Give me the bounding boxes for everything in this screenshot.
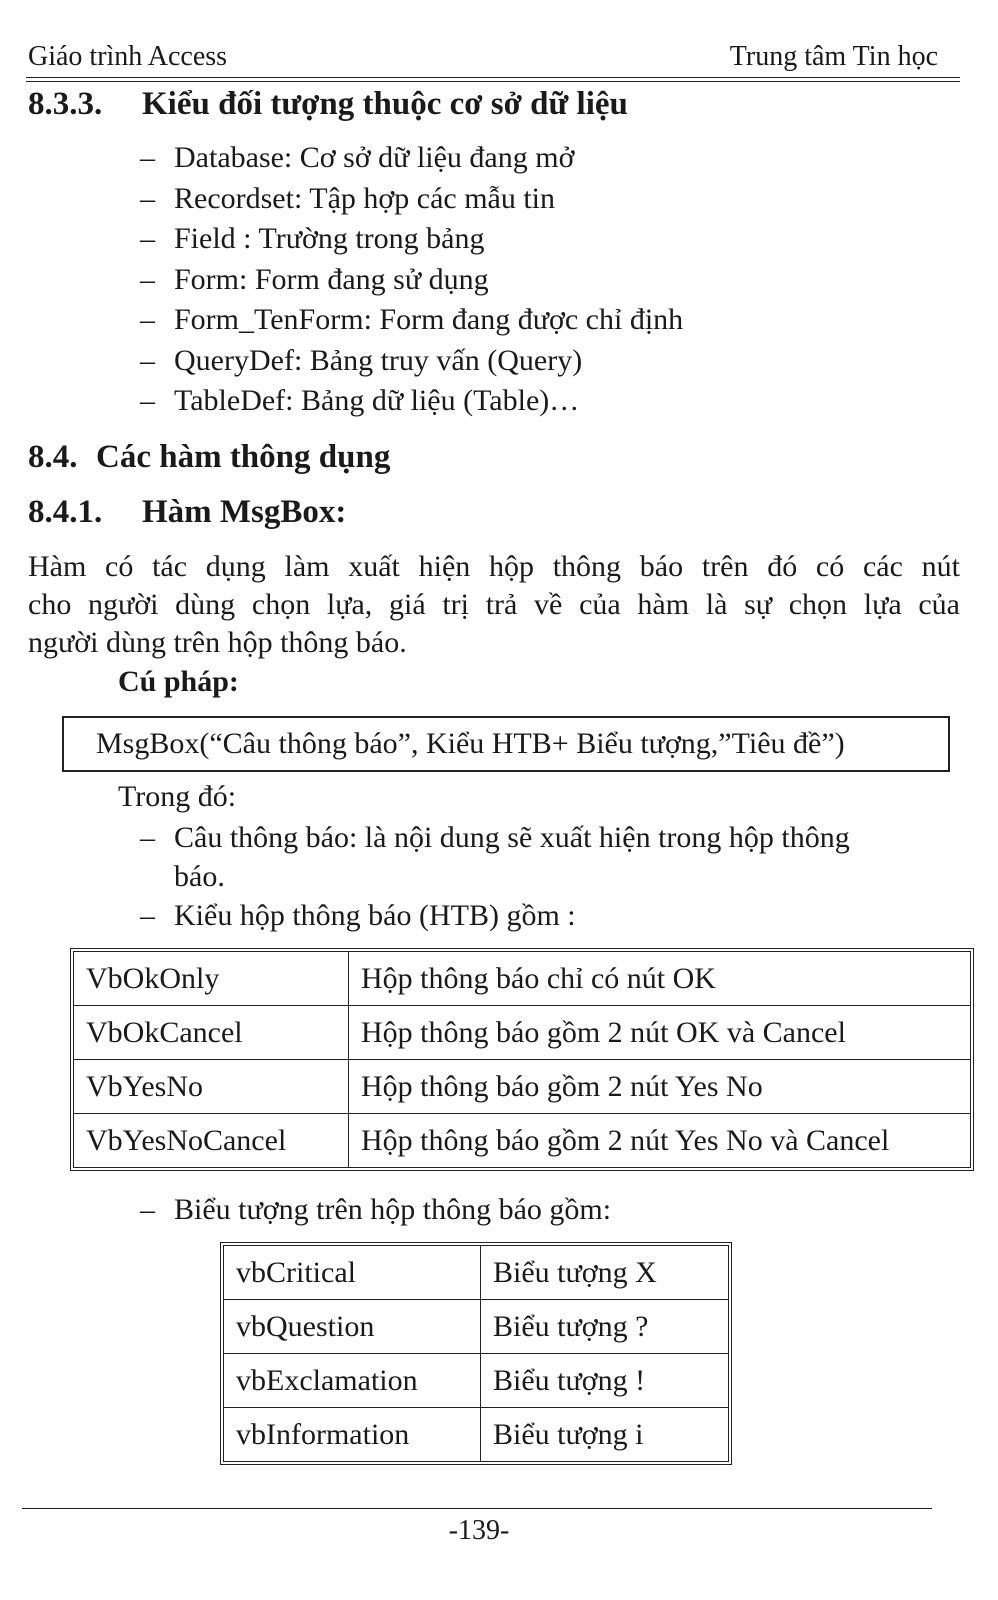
- table-row: [74, 952, 971, 1006]
- header-book-title: Giáo trình Access: [28, 41, 228, 72]
- list-item-text: Biểu tượng trên hộp thông báo gồm:: [174, 1193, 612, 1226]
- table-cell-description: Biểu tượng ?: [481, 1300, 729, 1354]
- table-cell-constant: VbOkOnly: [74, 952, 349, 1006]
- box-type-table: [70, 948, 974, 1171]
- dash-bullet: –: [140, 303, 155, 336]
- header-rule-double: [26, 81, 960, 82]
- dash-bullet: –: [140, 384, 155, 417]
- section-heading-8-3-3: [28, 84, 628, 124]
- list-item: [140, 896, 940, 935]
- list-item-text: Field : Trường trong bảng: [174, 222, 485, 255]
- list-item-text-continued: báo.: [174, 860, 225, 893]
- icon-intro-list: [140, 1190, 611, 1231]
- section-number: 8.3.3.: [28, 86, 103, 122]
- table-cell-description: Biểu tượng !: [481, 1354, 729, 1408]
- section-heading-8-4: [28, 437, 390, 477]
- list-item: [140, 1190, 611, 1231]
- table-row: [74, 1006, 971, 1060]
- dash-bullet: –: [140, 262, 155, 296]
- where-label: Trong đó:: [118, 780, 237, 813]
- list-item: [140, 341, 683, 382]
- list-item-text: Câu thông báo: là nội dung sẽ xuất hiện trong hộp thông: [174, 821, 850, 854]
- list-item: [140, 818, 940, 896]
- dash-bullet: –: [140, 343, 155, 377]
- table-cell-description: Biểu tượng i: [481, 1408, 729, 1462]
- list-item-text: Recordset: Tập hợp các mẫu tin: [174, 181, 556, 215]
- table-cell-description: Hộp thông báo gồm 2 nút Yes No và Cancel: [349, 1114, 971, 1168]
- table-cell-constant: VbYesNo: [74, 1060, 349, 1114]
- list-item-text: TableDef: Bảng dữ liệu (Table)…: [174, 384, 580, 417]
- table-cell-constant: vbQuestion: [224, 1300, 481, 1354]
- dash-bullet: –: [140, 222, 155, 255]
- section-title: Hàm MsgBox:: [142, 494, 347, 530]
- dash-bullet: –: [140, 141, 155, 174]
- list-item: [140, 219, 683, 260]
- paragraph-line: cho người dùng chọn lựa, giá trị trả về của hàm là sự chọn lựa của: [28, 588, 960, 621]
- section-number: 8.4.1.: [28, 494, 103, 530]
- list-item-text: Form: Form đang sử dụng: [174, 262, 489, 296]
- list-item-text: Form_TenForm: Form đang được chỉ định: [174, 303, 684, 336]
- table-cell-description: Hộp thông báo gồm 2 nút Yes No: [349, 1060, 971, 1114]
- list-item-text: Kiểu hộp thông báo (HTB) gồm :: [174, 899, 576, 932]
- dash-bullet: –: [140, 899, 155, 932]
- table-cell-description: Biểu tượng X: [481, 1246, 729, 1300]
- dash-bullet: –: [140, 1193, 155, 1226]
- table-row: [224, 1354, 729, 1408]
- section-heading-8-4-1: [28, 492, 346, 532]
- header-publisher: Trung tâm Tin học: [729, 41, 938, 72]
- list-item: [140, 138, 683, 179]
- icon-table: [220, 1242, 732, 1465]
- table-cell-constant: VbYesNoCancel: [74, 1114, 349, 1168]
- table-cell-constant: vbCritical: [224, 1246, 481, 1300]
- page-number: -139-: [448, 1515, 510, 1546]
- section-title: Kiểu đối tượng thuộc cơ sở dữ liệu: [142, 86, 628, 122]
- table-cell-description: Hộp thông báo gồm 2 nút OK và Cancel: [349, 1006, 971, 1060]
- dash-bullet: –: [140, 181, 155, 215]
- paragraph-line: người dùng trên hộp thông báo.: [28, 626, 407, 659]
- paragraph-line: Hàm có tác dụng làm xuất hiện hộp thông báo trên đó có các nút: [28, 550, 960, 583]
- table-row: [224, 1408, 729, 1462]
- table-row: [74, 1060, 971, 1114]
- object-type-list: [140, 138, 683, 422]
- syntax-label: Cú pháp:: [118, 665, 239, 698]
- list-item: [140, 381, 683, 422]
- table-row: [74, 1114, 971, 1168]
- dash-bullet: –: [140, 821, 155, 854]
- table-cell-constant: vbInformation: [224, 1408, 481, 1462]
- section-number: 8.4.: [28, 439, 78, 475]
- table-row: [224, 1246, 729, 1300]
- header-rule: [26, 77, 960, 78]
- list-item: [140, 260, 683, 301]
- table-row: [224, 1300, 729, 1354]
- list-item-text: QueryDef: Bảng truy vấn (Query): [174, 343, 583, 377]
- msgbox-description: [28, 548, 960, 662]
- table-cell-constant: VbOkCancel: [74, 1006, 349, 1060]
- table-cell-constant: vbExclamation: [224, 1354, 481, 1408]
- table-cell-description: Hộp thông báo chỉ có nút OK: [349, 952, 971, 1006]
- footer-rule: [22, 1508, 932, 1509]
- syntax-box: MsgBox(“Câu thông báo”, Kiểu HTB+ Biểu tượng,”Tiêu đề”): [62, 716, 950, 772]
- list-item: [140, 179, 683, 220]
- section-title: Các hàm thông dụng: [96, 439, 391, 475]
- list-item: [140, 300, 683, 341]
- list-item-text: Database: Cơ sở dữ liệu đang mở: [174, 141, 575, 174]
- parameter-list: [140, 818, 940, 935]
